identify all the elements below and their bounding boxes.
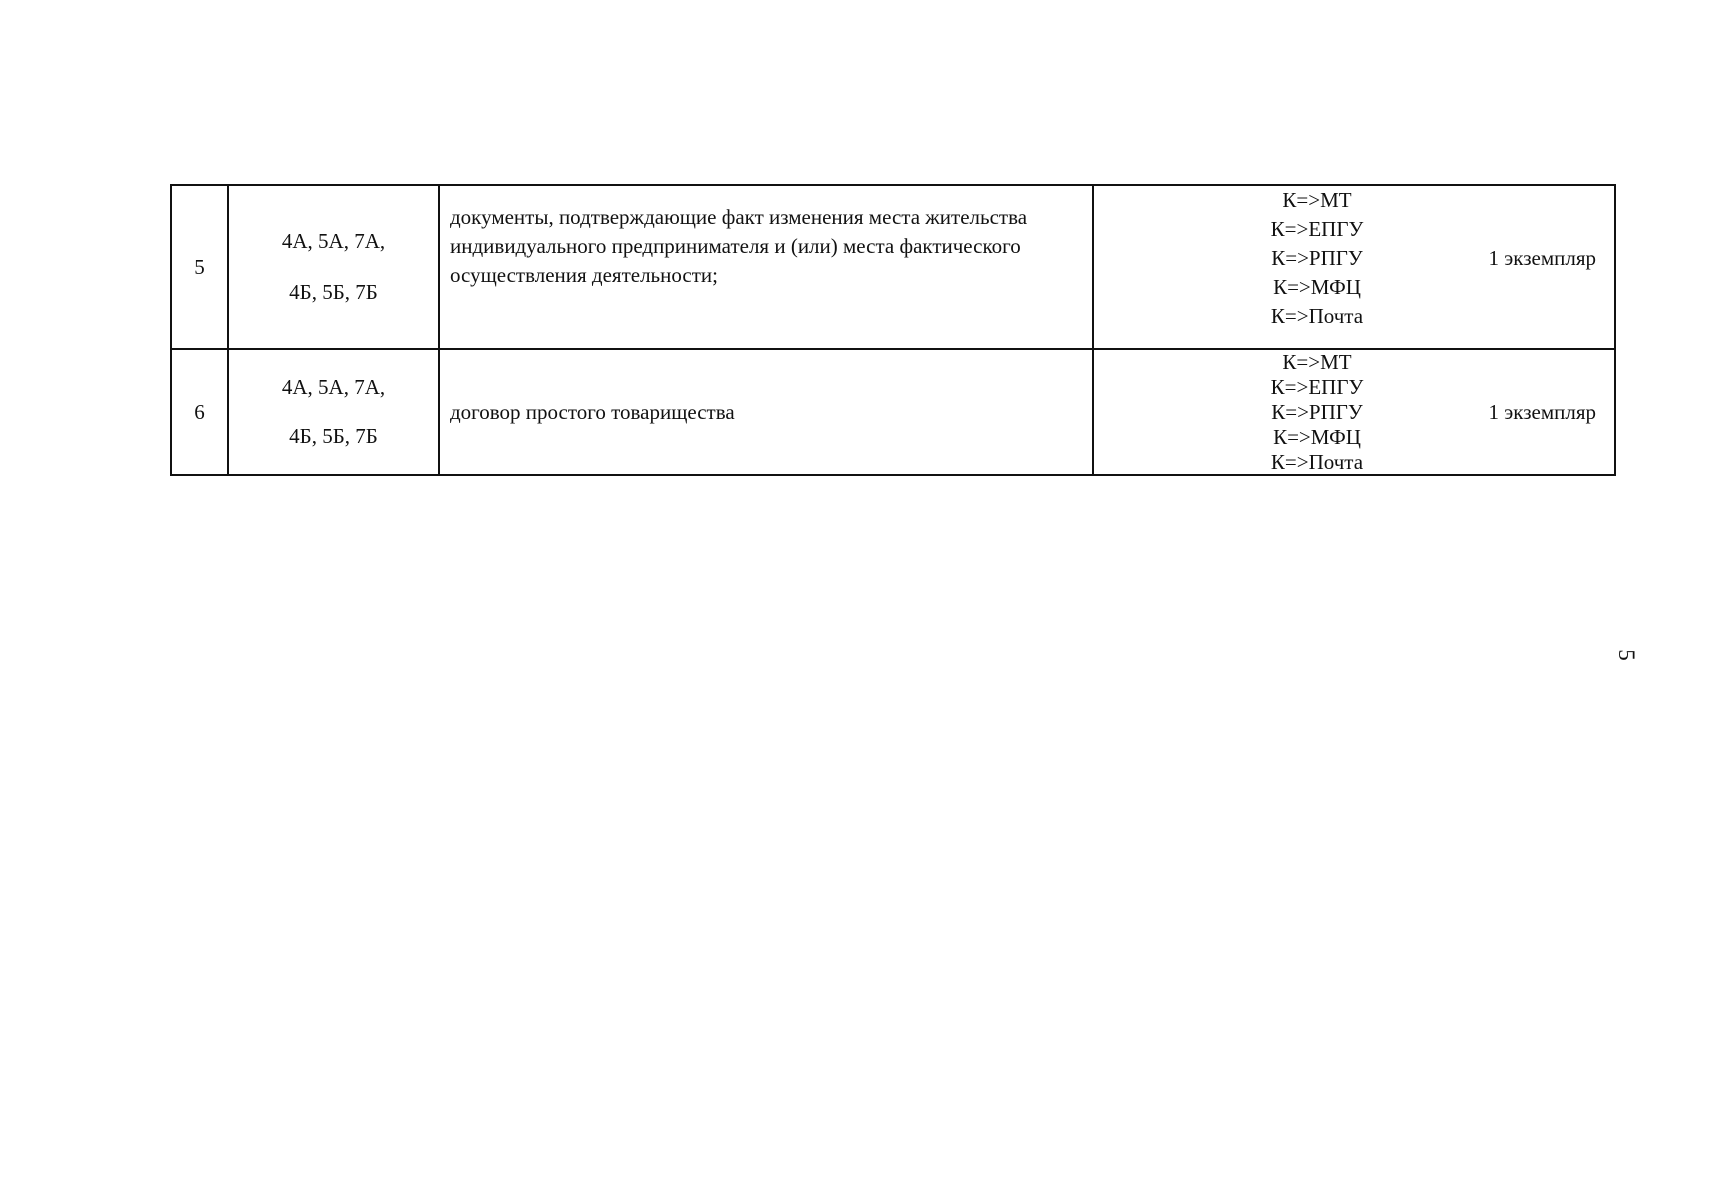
codes-line: 4А, 5А, 7А, [281, 229, 386, 254]
quantity-label: 1 экземпляр [1488, 400, 1596, 424]
channel-item: К=>Почта [1270, 450, 1364, 474]
channel-list [1212, 350, 1422, 475]
row-number: 5 [171, 185, 228, 349]
page-number: 5 [1613, 649, 1639, 661]
channel-item: К=>РПГУ [1271, 246, 1363, 270]
channel-item: К=>ЕПГУ [1270, 375, 1364, 399]
channel-item: К=>ЕПГУ [1270, 217, 1364, 241]
channel-item: К=>Почта [1270, 304, 1364, 328]
document-description: документы, подтверждающие факт изменения места жительства индивидуального предпринимателя и (или) места фактического осуществления деятельности; [450, 205, 1028, 287]
channels-cell [1093, 349, 1615, 475]
channel-item: К=>МФЦ [1273, 275, 1361, 299]
codes-line: 4Б, 5Б, 7Б [289, 279, 378, 304]
codes-line: 4А, 5А, 7А, [281, 374, 386, 399]
document-table [170, 184, 1616, 476]
channel-item: К=>МФЦ [1273, 425, 1361, 449]
row-number: 6 [171, 349, 228, 475]
channel-item: К=>МТ [1282, 350, 1352, 374]
codes-line: 4Б, 5Б, 7Б [289, 424, 378, 448]
codes-cell [228, 349, 439, 475]
description-cell [439, 185, 1093, 349]
document-description: договор простого товарищества [450, 399, 735, 424]
channel-list [1212, 186, 1422, 331]
channel-item: К=>МТ [1282, 188, 1352, 212]
channels-cell [1093, 185, 1615, 349]
codes-cell [228, 185, 439, 349]
channel-item: К=>РПГУ [1271, 400, 1363, 424]
quantity-label: 1 экземпляр [1488, 246, 1596, 270]
table-row [171, 349, 1615, 475]
description-cell [439, 349, 1093, 475]
table-row [171, 185, 1615, 349]
